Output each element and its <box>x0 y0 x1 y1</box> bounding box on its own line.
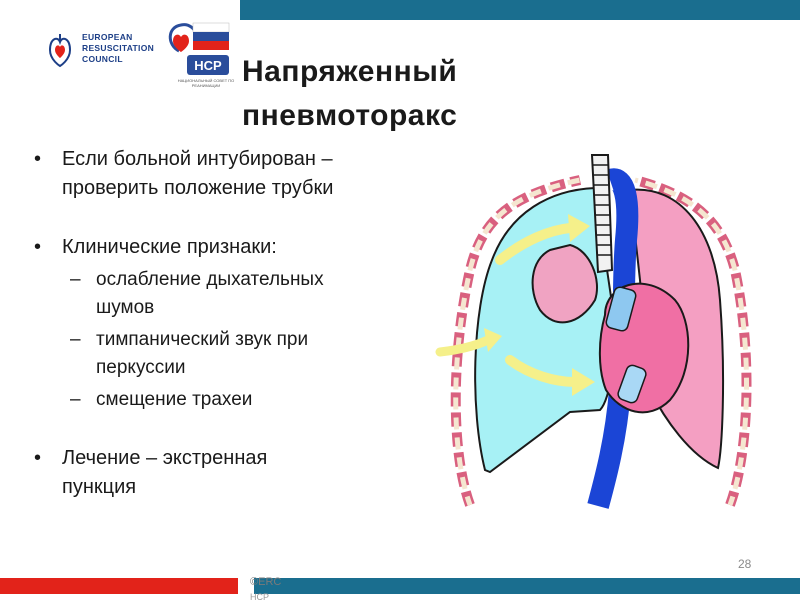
bullet-icon: • <box>34 447 42 469</box>
bullet-icon: • <box>34 148 42 170</box>
slide-title <box>242 50 572 138</box>
top-accent-bar <box>240 0 800 20</box>
sub-text: ослабление дыхательных <box>96 269 324 290</box>
dash-icon: – <box>70 329 81 350</box>
title-line-2: пневмоторакс <box>242 99 458 132</box>
sub-text: шумов <box>96 297 155 318</box>
bullet-item-intubated <box>34 145 444 203</box>
erc-line-2: RESUSCITATION <box>82 43 155 53</box>
copyright-ncr: НСР <box>250 592 270 602</box>
ncr-caption: НАЦИОНАЛЬНЫЙ СОВЕТ ПО РЕАНИМАЦИИ <box>177 78 235 88</box>
bullet-item-treatment <box>34 444 444 502</box>
sub-item-trachea <box>34 386 444 414</box>
sub-item-percussion <box>34 326 444 382</box>
sub-text: тимпанический звук при <box>96 329 309 350</box>
erc-line-3: COUNCIL <box>82 54 123 64</box>
bottom-teal-bar <box>254 578 800 594</box>
dash-icon: – <box>70 389 81 410</box>
sub-text: перкуссии <box>96 357 186 378</box>
bullet-text: Лечение – экстренная <box>62 447 268 469</box>
bullet-text: пункция <box>62 476 137 498</box>
bullet-item-signs <box>34 233 444 262</box>
erc-line-1: EUROPEAN <box>82 32 133 42</box>
bullet-text: проверить положение трубки <box>62 177 334 199</box>
sub-item-breath-sounds <box>34 266 444 322</box>
bullet-text: Если больной интубирован – <box>62 148 333 170</box>
sub-text: смещение трахеи <box>96 389 253 410</box>
dash-icon: – <box>70 269 81 290</box>
page-number: 28 <box>738 557 752 571</box>
bullet-text: Клинические признаки: <box>62 236 277 258</box>
title-line-1: Напряженный <box>242 55 458 88</box>
bottom-red-bar <box>0 578 238 594</box>
slide-content <box>34 145 444 502</box>
ncr-letters: НСР <box>194 58 222 73</box>
collapsed-left-lung <box>533 245 597 322</box>
tension-pneumothorax-illustration <box>430 150 790 510</box>
bullet-icon: • <box>34 236 42 258</box>
copyright: ©ERC <box>250 576 282 588</box>
